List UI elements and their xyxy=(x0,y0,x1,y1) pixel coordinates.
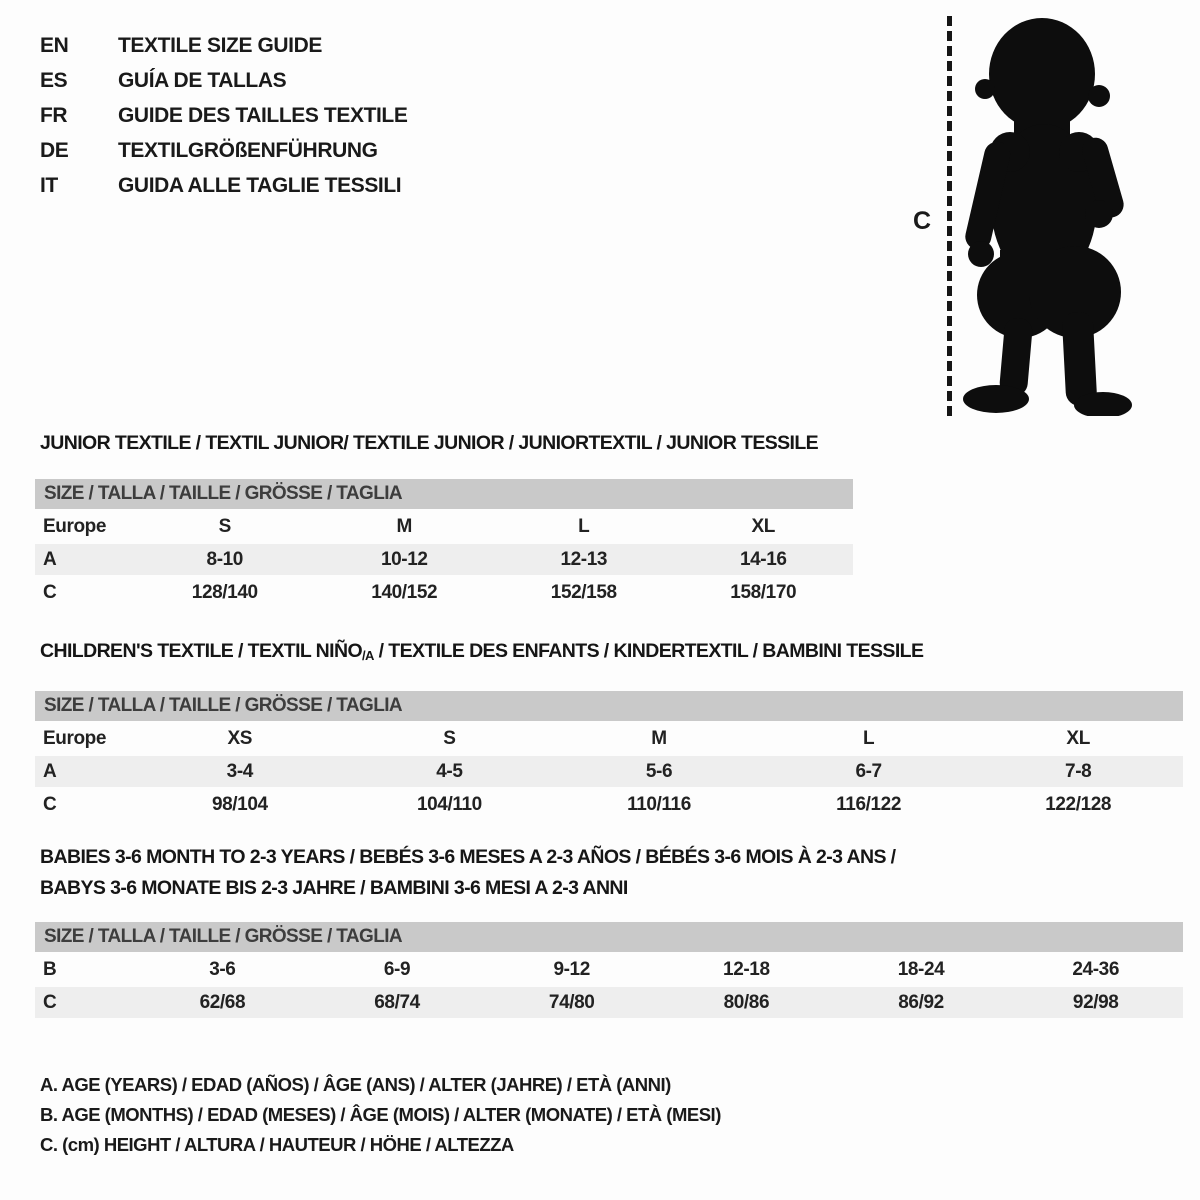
legend xyxy=(40,1070,721,1160)
size-column: M xyxy=(651,727,667,749)
junior-height-row xyxy=(35,577,853,608)
size-column: S xyxy=(218,515,231,537)
children-age-row xyxy=(35,756,1183,787)
babies-section-title-line1: BABIES 3-6 MONTH TO 2-3 YEARS / BEBÉS 3-6 MESES A 2-3 AÑOS / BÉBÉS 3-6 MOIS À 2-3 ANS / xyxy=(40,846,896,868)
height-value: 80/86 xyxy=(723,991,770,1013)
row-label: B xyxy=(43,958,57,980)
children-section-title xyxy=(35,640,1183,667)
language-row-es xyxy=(40,63,407,98)
language-row-de xyxy=(40,133,407,168)
row-label: C xyxy=(43,581,57,603)
language-code: ES xyxy=(40,68,68,92)
size-column: M xyxy=(396,515,412,537)
language-code: IT xyxy=(40,173,58,197)
age-value: 4-5 xyxy=(436,760,463,782)
toddler-silhouette-icon xyxy=(958,12,1140,416)
height-value: 158/170 xyxy=(730,581,797,603)
legend-age-months: B. AGE (MONTHS) / EDAD (MESES) / ÂGE (MOIS) / ALTER (MONATE) / ETÀ (MESI) xyxy=(40,1104,721,1125)
height-value: 152/158 xyxy=(550,581,617,603)
junior-size-header-bar: SIZE / TALLA / TAILLE / GRÖSSE / TAGLIA xyxy=(35,479,853,509)
children-height-row xyxy=(35,789,1183,820)
size-column: XS xyxy=(227,727,253,749)
size-column: L xyxy=(578,515,590,537)
months-value: 3-6 xyxy=(209,958,236,980)
children-title-post: / TEXTILE DES ENFANTS / KINDERTEXTIL / BAMBINI TESSILE xyxy=(373,640,924,662)
guide-title-it: GUIDA ALLE TAGLIE TESSILI xyxy=(118,173,402,197)
age-value: 14-16 xyxy=(739,548,787,570)
age-value: 8-10 xyxy=(206,548,243,570)
children-column-header-row xyxy=(35,723,1183,754)
legend-height-cm: C. (cm) HEIGHT / ALTURA / HAUTEUR / HÖHE / ALTEZZA xyxy=(40,1134,514,1155)
size-column: XL xyxy=(751,515,775,537)
junior-column-header-row xyxy=(35,511,853,542)
guide-title-en: TEXTILE SIZE GUIDE xyxy=(118,33,322,57)
months-value: 6-9 xyxy=(383,958,411,980)
age-value: 10-12 xyxy=(380,548,428,570)
babies-size-header-bar: SIZE / TALLA / TAILLE / GRÖSSE / TAGLIA xyxy=(35,922,1183,952)
junior-age-row xyxy=(35,544,853,575)
months-value: 12-18 xyxy=(723,958,770,980)
language-code: EN xyxy=(40,33,69,57)
children-title-sub: /A xyxy=(362,648,374,663)
babies-months-row xyxy=(35,954,1183,985)
size-column: XL xyxy=(1066,727,1090,749)
language-code: FR xyxy=(40,103,68,127)
age-value: 5-6 xyxy=(645,760,673,782)
height-value: 92/98 xyxy=(1072,991,1119,1013)
row-label: A xyxy=(43,760,57,782)
height-value: 98/104 xyxy=(211,793,268,815)
height-value: 140/152 xyxy=(371,581,438,603)
height-value: 74/80 xyxy=(548,991,595,1013)
row-label: Europe xyxy=(43,727,107,749)
row-label: A xyxy=(43,548,57,570)
height-value: 128/140 xyxy=(191,581,258,603)
months-value: 9-12 xyxy=(553,958,590,980)
guide-title-de: TEXTILGRÖßENFÜHRUNG xyxy=(118,138,378,162)
children-title-pre: CHILDREN'S TEXTILE / TEXTIL NIÑO xyxy=(40,640,363,662)
size-column: S xyxy=(443,727,456,749)
height-value: 104/110 xyxy=(416,793,482,815)
age-value: 6-7 xyxy=(855,760,882,782)
babies-section-title-line2: BABYS 3-6 MONATE BIS 2-3 JAHRE / BAMBINI 3-6 MESI A 2-3 ANNI xyxy=(40,877,628,899)
age-value: 7-8 xyxy=(1065,760,1092,782)
height-value: 110/116 xyxy=(627,793,691,815)
height-measure-dashed-line xyxy=(947,16,952,416)
age-value: 12-13 xyxy=(560,548,608,570)
guide-title-fr: GUIDE DES TAILLES TEXTILE xyxy=(118,103,408,127)
junior-section-title: JUNIOR TEXTILE / TEXTIL JUNIOR/ TEXTILE JUNIOR / JUNIORTEXTIL / JUNIOR TESSILE xyxy=(40,432,819,454)
height-value: 116/122 xyxy=(836,793,901,815)
babies-textile-section xyxy=(35,846,1183,1018)
babies-height-row xyxy=(35,987,1183,1018)
height-value: 68/74 xyxy=(374,991,420,1013)
language-title-list xyxy=(40,28,407,203)
height-value: 122/128 xyxy=(1045,793,1112,815)
height-value: 62/68 xyxy=(199,991,246,1013)
guide-title-es: GUÍA DE TALLAS xyxy=(118,68,287,92)
language-code: DE xyxy=(40,138,69,162)
children-size-header-bar: SIZE / TALLA / TAILLE / GRÖSSE / TAGLIA xyxy=(35,691,1183,721)
language-row-fr xyxy=(40,98,407,133)
junior-textile-section xyxy=(35,432,853,608)
legend-age-years: A. AGE (YEARS) / EDAD (AÑOS) / ÂGE (ANS) / ALTER (JAHRE) / ETÀ (ANNI) xyxy=(40,1074,671,1095)
months-value: 24-36 xyxy=(1072,958,1119,980)
height-measure-label: C xyxy=(913,207,932,235)
height-value: 86/92 xyxy=(898,991,944,1013)
months-value: 18-24 xyxy=(897,958,945,980)
row-label: C xyxy=(43,793,57,815)
row-label: C xyxy=(43,991,57,1013)
age-value: 3-4 xyxy=(226,760,253,782)
language-row-it xyxy=(40,168,407,203)
row-label: Europe xyxy=(43,515,107,537)
size-column: L xyxy=(862,727,875,749)
children-textile-section xyxy=(35,640,1183,820)
language-row-en xyxy=(40,28,407,63)
